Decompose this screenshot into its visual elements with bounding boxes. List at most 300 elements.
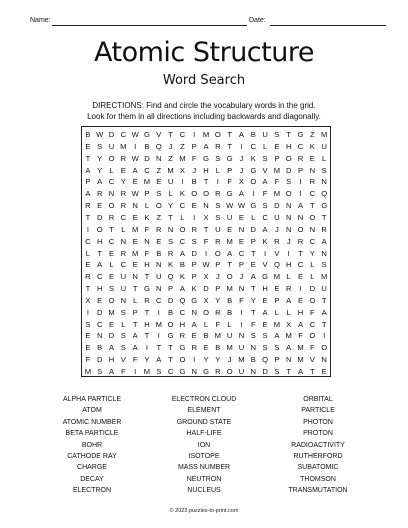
grid-letter[interactable]: K bbox=[191, 284, 197, 294]
grid-letter[interactable]: N bbox=[191, 307, 197, 317]
grid-letter[interactable]: X bbox=[203, 295, 209, 305]
grid-letter[interactable]: L bbox=[227, 319, 232, 329]
grid-letter[interactable]: M bbox=[108, 307, 115, 317]
grid-letter[interactable]: D bbox=[285, 165, 292, 175]
grid-letter[interactable]: B bbox=[97, 343, 103, 353]
grid-letter[interactable]: E bbox=[262, 295, 268, 305]
grid-letter[interactable]: S bbox=[97, 141, 103, 151]
grid-letter[interactable]: E bbox=[191, 331, 197, 341]
grid-letter[interactable]: Q bbox=[262, 355, 269, 365]
grid-letter[interactable]: C bbox=[179, 130, 186, 139]
grid-letter[interactable]: A bbox=[262, 224, 268, 234]
grid-letter[interactable]: T bbox=[203, 224, 209, 234]
grid-letter[interactable]: N bbox=[203, 201, 209, 211]
grid-letter[interactable]: O bbox=[179, 355, 186, 365]
grid-letter[interactable]: M bbox=[167, 165, 174, 175]
grid-letter[interactable]: P bbox=[215, 260, 221, 270]
grid-letter[interactable]: S bbox=[120, 331, 126, 341]
grid-letter[interactable]: S bbox=[262, 331, 268, 341]
grid-letter[interactable]: U bbox=[167, 177, 174, 187]
grid-letter[interactable]: L bbox=[322, 153, 327, 163]
grid-letter[interactable]: T bbox=[132, 284, 138, 294]
grid-letter[interactable]: J bbox=[275, 224, 279, 234]
grid-letter[interactable]: I bbox=[134, 141, 137, 151]
grid-letter[interactable]: J bbox=[239, 165, 244, 175]
grid-letter[interactable]: E bbox=[85, 260, 91, 270]
grid-letter[interactable]: F bbox=[144, 248, 150, 258]
grid-letter[interactable]: E bbox=[238, 236, 244, 246]
grid-letter[interactable]: A bbox=[286, 295, 292, 305]
grid-letter[interactable]: D bbox=[108, 331, 115, 341]
grid-letter[interactable]: A bbox=[250, 272, 256, 282]
grid-letter[interactable]: H bbox=[108, 355, 115, 365]
grid-letter[interactable]: X bbox=[203, 212, 209, 222]
grid-letter[interactable]: O bbox=[167, 319, 174, 329]
grid-letter[interactable]: P bbox=[274, 355, 280, 365]
grid-letter[interactable]: C bbox=[179, 236, 186, 246]
grid-letter[interactable]: P bbox=[191, 272, 197, 282]
grid-letter[interactable]: M bbox=[214, 331, 221, 341]
grid-letter[interactable]: U bbox=[120, 284, 127, 294]
grid-letter[interactable]: W bbox=[131, 130, 139, 139]
grid-letter[interactable]: O bbox=[155, 201, 162, 211]
grid-letter[interactable]: G bbox=[191, 295, 198, 305]
grid-letter[interactable]: T bbox=[310, 201, 315, 211]
grid-letter[interactable]: R bbox=[297, 236, 304, 246]
grid-letter[interactable]: F bbox=[298, 331, 303, 341]
grid-letter[interactable]: E bbox=[297, 295, 304, 305]
grid-letter[interactable]: A bbox=[179, 284, 185, 294]
grid-letter[interactable]: I bbox=[86, 307, 89, 317]
grid-letter[interactable]: E bbox=[274, 284, 280, 294]
grid-letter[interactable]: A bbox=[262, 307, 268, 317]
grid-letter[interactable]: A bbox=[238, 189, 244, 199]
grid-letter[interactable]: E bbox=[238, 212, 244, 222]
grid-letter[interactable]: E bbox=[97, 201, 103, 211]
grid-letter[interactable]: C bbox=[309, 319, 316, 329]
grid-letter[interactable]: D bbox=[96, 212, 103, 222]
grid-letter[interactable]: T bbox=[85, 284, 91, 294]
grid-letter[interactable]: E bbox=[297, 272, 304, 282]
grid-letter[interactable]: U bbox=[238, 343, 245, 353]
grid-letter[interactable]: G bbox=[203, 367, 209, 376]
grid-letter[interactable]: S bbox=[262, 153, 268, 163]
grid-letter[interactable]: N bbox=[285, 355, 292, 365]
grid-letter[interactable]: F bbox=[85, 355, 91, 365]
grid-letter[interactable]: C bbox=[85, 236, 91, 246]
grid-letter[interactable]: U bbox=[108, 141, 115, 151]
grid-letter[interactable]: I bbox=[86, 224, 89, 234]
grid-letter[interactable]: V bbox=[309, 355, 315, 365]
grid-letter[interactable]: I bbox=[252, 189, 255, 199]
grid-letter[interactable]: L bbox=[121, 224, 126, 234]
grid-letter[interactable]: C bbox=[96, 319, 103, 329]
grid-letter[interactable]: E bbox=[132, 212, 138, 222]
grid-letter[interactable]: N bbox=[156, 284, 162, 294]
grid-letter[interactable]: X bbox=[203, 272, 209, 282]
grid-letter[interactable]: R bbox=[144, 295, 150, 305]
grid-letter[interactable]: P bbox=[191, 260, 197, 270]
grid-letter[interactable]: O bbox=[309, 295, 316, 305]
grid-letter[interactable]: T bbox=[250, 284, 256, 294]
grid-letter[interactable]: A bbox=[321, 236, 327, 246]
grid-letter[interactable]: C bbox=[262, 212, 268, 222]
grid-letter[interactable]: Z bbox=[168, 153, 173, 163]
grid-letter[interactable]: T bbox=[286, 367, 292, 376]
grid-letter[interactable]: G bbox=[226, 153, 233, 163]
grid-letter[interactable]: R bbox=[274, 236, 280, 246]
grid-letter[interactable]: O bbox=[226, 367, 233, 376]
grid-letter[interactable]: Y bbox=[250, 295, 256, 305]
grid-letter[interactable]: E bbox=[156, 236, 162, 246]
grid-letter[interactable]: E bbox=[274, 141, 280, 151]
grid-letter[interactable]: L bbox=[133, 295, 138, 305]
grid-letter[interactable]: Q bbox=[321, 189, 328, 199]
grid-letter[interactable]: C bbox=[167, 367, 174, 376]
grid-letter[interactable]: C bbox=[250, 141, 257, 151]
grid-letter[interactable]: O bbox=[285, 189, 292, 199]
grid-letter[interactable]: U bbox=[238, 367, 245, 376]
grid-letter[interactable]: L bbox=[121, 319, 126, 329]
grid-letter[interactable]: N bbox=[167, 224, 174, 234]
grid-letter[interactable]: S bbox=[321, 165, 327, 175]
grid-letter[interactable]: B bbox=[168, 307, 174, 317]
grid-letter[interactable]: H bbox=[262, 284, 268, 294]
grid-letter[interactable]: O bbox=[285, 153, 292, 163]
grid-letter[interactable]: C bbox=[179, 201, 186, 211]
grid-letter[interactable]: I bbox=[264, 248, 267, 258]
grid-letter[interactable]: L bbox=[180, 212, 185, 222]
grid-letter[interactable]: Y bbox=[215, 295, 221, 305]
grid-letter[interactable]: S bbox=[274, 343, 280, 353]
grid-letter[interactable]: K bbox=[179, 189, 185, 199]
grid-letter[interactable]: S bbox=[250, 331, 256, 341]
grid-letter[interactable]: V bbox=[262, 260, 268, 270]
grid-letter[interactable]: R bbox=[215, 367, 221, 376]
grid-letter[interactable]: C bbox=[120, 212, 127, 222]
grid-letter[interactable]: S bbox=[215, 212, 221, 222]
grid-letter[interactable]: N bbox=[309, 165, 316, 175]
grid-letter[interactable]: N bbox=[132, 201, 138, 211]
grid-letter[interactable]: I bbox=[240, 141, 243, 151]
grid-letter[interactable]: I bbox=[287, 248, 290, 258]
grid-letter[interactable]: R bbox=[285, 284, 292, 294]
grid-letter[interactable]: M bbox=[273, 272, 281, 282]
grid-letter[interactable]: N bbox=[309, 224, 316, 234]
grid-letter[interactable]: I bbox=[323, 331, 326, 341]
grid-letter[interactable]: G bbox=[250, 201, 257, 211]
grid-letter[interactable]: O bbox=[108, 153, 115, 163]
grid-letter[interactable]: P bbox=[168, 284, 174, 294]
grid-letter[interactable]: T bbox=[144, 272, 150, 282]
grid-letter[interactable]: M bbox=[226, 284, 233, 294]
grid-letter[interactable]: I bbox=[216, 177, 219, 187]
grid-letter[interactable]: G bbox=[297, 130, 304, 139]
grid-letter[interactable]: T bbox=[286, 130, 292, 139]
grid-letter[interactable]: C bbox=[108, 236, 115, 246]
grid-letter[interactable]: T bbox=[168, 212, 173, 222]
grid-letter[interactable]: R bbox=[215, 141, 221, 151]
grid-letter[interactable]: O bbox=[309, 331, 316, 341]
grid-letter[interactable]: U bbox=[262, 130, 268, 139]
grid-letter[interactable]: F bbox=[262, 189, 268, 199]
grid-letter[interactable]: R bbox=[96, 189, 103, 199]
grid-letter[interactable]: P bbox=[144, 189, 150, 199]
grid-letter[interactable]: A bbox=[85, 189, 91, 199]
grid-letter[interactable]: E bbox=[108, 319, 115, 329]
grid-letter[interactable]: J bbox=[286, 236, 291, 246]
grid-letter[interactable]: Y bbox=[120, 177, 126, 187]
grid-letter[interactable]: L bbox=[168, 189, 173, 199]
grid-letter[interactable]: M bbox=[226, 236, 233, 246]
grid-letter[interactable]: N bbox=[285, 201, 292, 211]
grid-letter[interactable]: Y bbox=[215, 355, 221, 365]
grid-letter[interactable]: I bbox=[299, 189, 302, 199]
grid-letter[interactable]: D bbox=[96, 307, 103, 317]
grid-letter[interactable]: H bbox=[285, 260, 292, 270]
grid-letter[interactable]: M bbox=[202, 130, 210, 139]
grid-letter[interactable]: R bbox=[108, 212, 115, 222]
grid-letter[interactable]: D bbox=[108, 130, 115, 139]
grid-letter[interactable]: H bbox=[144, 260, 150, 270]
grid-letter[interactable]: J bbox=[239, 153, 244, 163]
grid-letter[interactable]: E bbox=[97, 295, 103, 305]
grid-letter[interactable]: E bbox=[203, 343, 209, 353]
grid-letter[interactable]: S bbox=[262, 201, 268, 211]
grid-letter[interactable]: O bbox=[309, 212, 316, 222]
grid-letter[interactable]: B bbox=[191, 177, 197, 187]
grid-letter[interactable]: D bbox=[167, 295, 174, 305]
grid-letter[interactable]: N bbox=[321, 355, 327, 365]
grid-letter[interactable]: A bbox=[97, 177, 103, 187]
grid-letter[interactable]: O bbox=[226, 272, 233, 282]
grid-letter[interactable]: B bbox=[156, 248, 162, 258]
grid-letter[interactable]: M bbox=[155, 319, 162, 329]
grid-letter[interactable]: L bbox=[310, 272, 315, 282]
grid-letter[interactable]: E bbox=[85, 331, 91, 341]
grid-letter[interactable]: Z bbox=[310, 130, 315, 139]
grid-letter[interactable]: J bbox=[239, 272, 244, 282]
grid-letter[interactable]: M bbox=[131, 248, 139, 258]
grid-letter[interactable]: M bbox=[179, 153, 186, 163]
grid-letter[interactable]: E bbox=[262, 319, 268, 329]
grid-letter[interactable]: V bbox=[120, 355, 126, 365]
grid-letter[interactable]: F bbox=[274, 177, 280, 187]
grid-letter[interactable]: D bbox=[274, 201, 280, 211]
grid-letter[interactable]: T bbox=[85, 153, 91, 163]
grid-letter[interactable]: H bbox=[96, 236, 103, 246]
grid-letter[interactable]: U bbox=[215, 224, 221, 234]
grid-letter[interactable]: U bbox=[321, 284, 327, 294]
grid-letter[interactable]: P bbox=[250, 236, 256, 246]
grid-letter[interactable]: G bbox=[179, 343, 186, 353]
grid-letter[interactable]: T bbox=[168, 130, 173, 139]
grid-letter[interactable]: A bbox=[97, 260, 103, 270]
grid-letter[interactable]: D bbox=[96, 355, 103, 365]
grid-letter[interactable]: U bbox=[321, 141, 327, 151]
grid-letter[interactable]: N bbox=[132, 272, 138, 282]
grid-letter[interactable]: S bbox=[85, 319, 91, 329]
grid-letter[interactable]: D bbox=[250, 224, 257, 234]
grid-letter[interactable]: S bbox=[286, 177, 292, 187]
grid-letter[interactable]: C bbox=[309, 236, 316, 246]
grid-letter[interactable]: T bbox=[203, 177, 209, 187]
grid-letter[interactable]: O bbox=[108, 201, 115, 211]
grid-letter[interactable]: G bbox=[262, 272, 269, 282]
grid-letter[interactable]: I bbox=[193, 355, 196, 365]
grid-letter[interactable]: T bbox=[97, 248, 103, 258]
grid-letter[interactable]: Q bbox=[179, 295, 186, 305]
grid-letter[interactable]: T bbox=[132, 319, 138, 329]
grid-letter[interactable]: O bbox=[214, 130, 221, 139]
grid-letter[interactable]: A bbox=[238, 130, 244, 139]
grid-letter[interactable]: W bbox=[202, 260, 210, 270]
grid-letter[interactable]: C bbox=[179, 307, 186, 317]
grid-letter[interactable]: L bbox=[144, 201, 150, 211]
grid-letter[interactable]: P bbox=[238, 260, 244, 270]
grid-letter[interactable]: E bbox=[250, 260, 256, 270]
grid-letter[interactable]: M bbox=[273, 165, 281, 175]
grid-letter[interactable]: T bbox=[109, 224, 114, 234]
grid-letter[interactable]: A bbox=[297, 319, 304, 329]
grid-letter[interactable]: P bbox=[215, 284, 221, 294]
grid-letter[interactable]: M bbox=[143, 367, 151, 376]
grid-letter[interactable]: R bbox=[215, 307, 221, 317]
grid-letter[interactable]: U bbox=[120, 272, 127, 282]
grid-letter[interactable]: S bbox=[274, 130, 280, 139]
grid-letter[interactable]: S bbox=[262, 343, 268, 353]
grid-letter[interactable]: H bbox=[144, 319, 150, 329]
grid-letter[interactable]: L bbox=[310, 260, 315, 270]
grid-letter[interactable]: U bbox=[156, 272, 162, 282]
grid-letter[interactable]: R bbox=[120, 201, 127, 211]
grid-letter[interactable]: J bbox=[215, 272, 220, 282]
grid-letter[interactable]: C bbox=[297, 260, 304, 270]
grid-letter[interactable]: R bbox=[309, 177, 316, 187]
grid-letter[interactable]: K bbox=[309, 141, 315, 151]
grid-letter[interactable]: E bbox=[132, 260, 138, 270]
grid-letter[interactable]: O bbox=[297, 224, 304, 234]
grid-letter[interactable]: Y bbox=[144, 355, 150, 365]
grid-letter[interactable]: G bbox=[179, 367, 186, 376]
grid-letter[interactable]: I bbox=[181, 177, 184, 187]
grid-letter[interactable]: R bbox=[297, 153, 304, 163]
grid-letter[interactable]: M bbox=[320, 272, 328, 282]
grid-letter[interactable]: M bbox=[273, 319, 281, 329]
grid-letter[interactable]: F bbox=[144, 224, 150, 234]
grid-letter[interactable]: C bbox=[309, 189, 316, 199]
grid-letter[interactable]: A bbox=[286, 343, 292, 353]
grid-letter[interactable]: N bbox=[144, 236, 150, 246]
grid-letter[interactable]: R bbox=[167, 248, 174, 258]
grid-letter[interactable]: B bbox=[215, 343, 221, 353]
grid-letter[interactable]: T bbox=[85, 212, 91, 222]
grid-letter[interactable]: W bbox=[96, 130, 104, 139]
grid-letter[interactable]: H bbox=[297, 307, 304, 317]
grid-letter[interactable]: J bbox=[227, 355, 232, 365]
grid-letter[interactable]: A bbox=[132, 343, 138, 353]
grid-letter[interactable]: N bbox=[120, 236, 127, 246]
grid-letter[interactable]: W bbox=[237, 201, 246, 211]
grid-letter[interactable]: E bbox=[191, 201, 197, 211]
grid-letter[interactable]: P bbox=[191, 141, 197, 151]
grid-letter[interactable]: X bbox=[238, 177, 244, 187]
grid-letter[interactable]: N bbox=[321, 248, 327, 258]
grid-letter[interactable]: P bbox=[297, 165, 304, 175]
grid-letter[interactable]: N bbox=[321, 177, 327, 187]
grid-letter[interactable]: K bbox=[179, 272, 185, 282]
grid-letter[interactable]: R bbox=[215, 236, 221, 246]
grid-letter[interactable]: E bbox=[85, 343, 91, 353]
grid-letter[interactable]: M bbox=[120, 141, 127, 151]
grid-letter[interactable]: Y bbox=[203, 355, 209, 365]
grid-letter[interactable]: M bbox=[273, 189, 281, 199]
grid-letter[interactable]: N bbox=[96, 331, 103, 341]
grid-letter[interactable]: F bbox=[239, 295, 244, 305]
grid-letter[interactable]: V bbox=[156, 130, 162, 139]
grid-letter[interactable]: S bbox=[156, 367, 162, 376]
grid-letter[interactable]: S bbox=[274, 367, 280, 376]
grid-letter[interactable]: C bbox=[96, 272, 103, 282]
grid-letter[interactable]: H bbox=[179, 319, 186, 329]
grid-letter[interactable]: A bbox=[297, 201, 304, 211]
grid-letter[interactable]: G bbox=[144, 130, 150, 139]
grid-letter[interactable]: K bbox=[262, 236, 268, 246]
grid-letter[interactable]: B bbox=[203, 331, 209, 341]
grid-letter[interactable]: I bbox=[145, 343, 149, 353]
grid-letter[interactable]: L bbox=[85, 248, 91, 258]
grid-letter[interactable]: S bbox=[108, 284, 115, 294]
grid-letter[interactable]: W bbox=[131, 153, 139, 163]
grid-letter[interactable]: L bbox=[274, 307, 280, 317]
grid-letter[interactable]: K bbox=[144, 212, 150, 222]
grid-letter[interactable]: F bbox=[227, 177, 232, 187]
grid-letter[interactable]: D bbox=[309, 284, 316, 294]
grid-letter[interactable]: I bbox=[240, 307, 243, 317]
grid-letter[interactable]: N bbox=[238, 331, 245, 341]
grid-letter[interactable]: T bbox=[168, 355, 173, 365]
grid-letter[interactable]: R bbox=[85, 201, 91, 211]
grid-letter[interactable]: C bbox=[156, 295, 162, 305]
grid-letter[interactable]: E bbox=[85, 141, 91, 151]
grid-letter[interactable]: L bbox=[286, 307, 291, 317]
grid-letter[interactable]: C bbox=[238, 248, 245, 258]
grid-letter[interactable]: P bbox=[85, 177, 91, 187]
grid-letter[interactable]: M bbox=[297, 343, 304, 353]
grid-letter[interactable]: N bbox=[297, 212, 304, 222]
grid-letter[interactable]: S bbox=[168, 236, 174, 246]
grid-letter[interactable]: A bbox=[262, 177, 268, 187]
grid-letter[interactable]: S bbox=[215, 201, 221, 211]
grid-letter[interactable]: T bbox=[310, 367, 315, 376]
grid-letter[interactable]: H bbox=[96, 284, 103, 294]
grid-letter[interactable]: Q bbox=[155, 141, 162, 151]
grid-letter[interactable]: I bbox=[193, 212, 196, 222]
grid-letter[interactable]: R bbox=[321, 224, 327, 234]
grid-letter[interactable]: B bbox=[250, 130, 256, 139]
grid-letter[interactable]: C bbox=[120, 130, 127, 139]
grid-letter[interactable]: N bbox=[238, 224, 245, 234]
grid-letter[interactable]: N bbox=[120, 295, 127, 305]
grid-letter[interactable]: G bbox=[203, 153, 209, 163]
grid-letter[interactable]: A bbox=[108, 367, 115, 376]
grid-letter[interactable]: Z bbox=[156, 165, 162, 175]
grid-letter[interactable]: N bbox=[250, 343, 257, 353]
grid-letter[interactable]: Y bbox=[97, 165, 103, 175]
grid-letter[interactable]: B bbox=[144, 141, 150, 151]
grid-letter[interactable]: T bbox=[227, 260, 232, 270]
grid-letter[interactable]: R bbox=[191, 343, 197, 353]
